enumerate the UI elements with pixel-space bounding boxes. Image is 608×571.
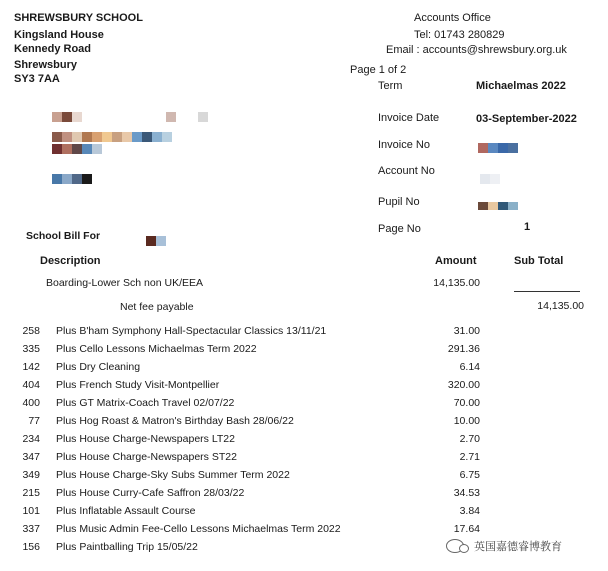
- address-line-3: Shrewsbury: [14, 59, 77, 71]
- row-amount: 70.00: [453, 397, 480, 409]
- row-description: Plus Hog Roast & Matron's Birthday Bash 28/06/22: [56, 415, 294, 427]
- column-amount-header: Amount: [435, 255, 477, 267]
- boarding-description: Boarding-Lower Sch non UK/EEA: [46, 277, 204, 289]
- row-code: 404: [22, 379, 40, 391]
- row-code: 349: [22, 469, 40, 481]
- row-amount: 10.00: [453, 415, 480, 427]
- watermark: [446, 538, 562, 554]
- net-fee-subtotal: 14,135.00: [537, 300, 584, 312]
- page-no-value: 1: [524, 221, 531, 233]
- row-code: 337: [22, 523, 40, 535]
- wechat-icon: [446, 539, 464, 553]
- office-title: Accounts Office: [414, 12, 491, 24]
- row-amount: 31.00: [453, 325, 480, 337]
- row-amount: 2.71: [459, 451, 480, 463]
- row-code: 258: [22, 325, 40, 337]
- row-description: Plus House Charge-Newspapers LT22: [56, 433, 235, 445]
- row-description: Plus Inflatable Assault Course: [56, 505, 196, 517]
- address-line-2: Kennedy Road: [14, 43, 92, 55]
- row-code: 142: [22, 361, 40, 373]
- row-description: Plus House Charge-Sky Subs Summer Term 2022: [56, 469, 290, 481]
- row-amount: 34.53: [453, 487, 480, 499]
- row-amount: 2.70: [459, 433, 480, 445]
- row-code: 335: [22, 343, 40, 355]
- row-description: Plus French Study Visit-Montpellier: [56, 379, 220, 391]
- address-line-1: Kingsland House: [14, 29, 104, 41]
- row-description: Plus Music Admin Fee-Cello Lessons Michaelmas Term 2022: [56, 523, 341, 535]
- row-amount: 3.84: [459, 505, 480, 517]
- invoice-date-label: Invoice Date: [378, 112, 440, 124]
- row-amount: 291.36: [447, 343, 480, 355]
- row-amount: 320.00: [447, 379, 480, 391]
- school-name: SHREWSBURY SCHOOL: [14, 12, 143, 24]
- invoice-no-label: Invoice No: [378, 139, 430, 151]
- bill-for-label: School Bill For: [26, 230, 101, 242]
- column-description-header: Description: [40, 255, 101, 267]
- row-code: 215: [22, 487, 40, 499]
- row-code: 347: [22, 451, 40, 463]
- row-code: 400: [22, 397, 40, 409]
- term-label: Term: [378, 80, 403, 92]
- row-code: 101: [22, 505, 40, 517]
- pupil-no-label: Pupil No: [378, 196, 420, 208]
- row-description: Plus Paintballing Trip 15/05/22: [56, 541, 198, 553]
- term-value: Michaelmas 2022: [476, 80, 566, 92]
- office-email: Email : accounts@shrewsbury.org.uk: [386, 44, 567, 56]
- row-description: Plus GT Matrix-Coach Travel 02/07/22: [56, 397, 235, 409]
- subtotal-rule: [514, 291, 580, 292]
- invoice-date-value: 03-September-2022: [476, 113, 577, 125]
- row-description: Plus House Charge-Newspapers ST22: [56, 451, 237, 463]
- page-no-label: Page No: [378, 223, 421, 235]
- watermark-text: 英国嘉德睿博教育: [474, 541, 562, 553]
- row-description: Plus Cello Lessons Michaelmas Term 2022: [56, 343, 257, 355]
- row-amount: 17.64: [453, 523, 480, 535]
- net-fee-label: Net fee payable: [120, 301, 194, 313]
- row-amount: 6.75: [459, 469, 480, 481]
- row-code: 77: [28, 415, 40, 427]
- office-tel: Tel: 01743 280829: [414, 29, 505, 41]
- row-amount: 6.14: [459, 361, 480, 373]
- address-postcode: SY3 7AA: [14, 73, 60, 85]
- row-description: Plus B'ham Symphony Hall-Spectacular Classics 13/11/21: [56, 325, 327, 337]
- row-description: Plus Dry Cleaning: [56, 361, 141, 373]
- row-code: 156: [22, 541, 40, 553]
- row-code: 234: [22, 433, 40, 445]
- column-subtotal-header: Sub Total: [514, 255, 564, 267]
- account-no-label: Account No: [378, 165, 435, 177]
- boarding-amount: 14,135.00: [433, 277, 480, 289]
- row-description: Plus House Curry-Cafe Saffron 28/03/22: [56, 487, 245, 499]
- page-label: Page 1 of 2: [350, 64, 407, 76]
